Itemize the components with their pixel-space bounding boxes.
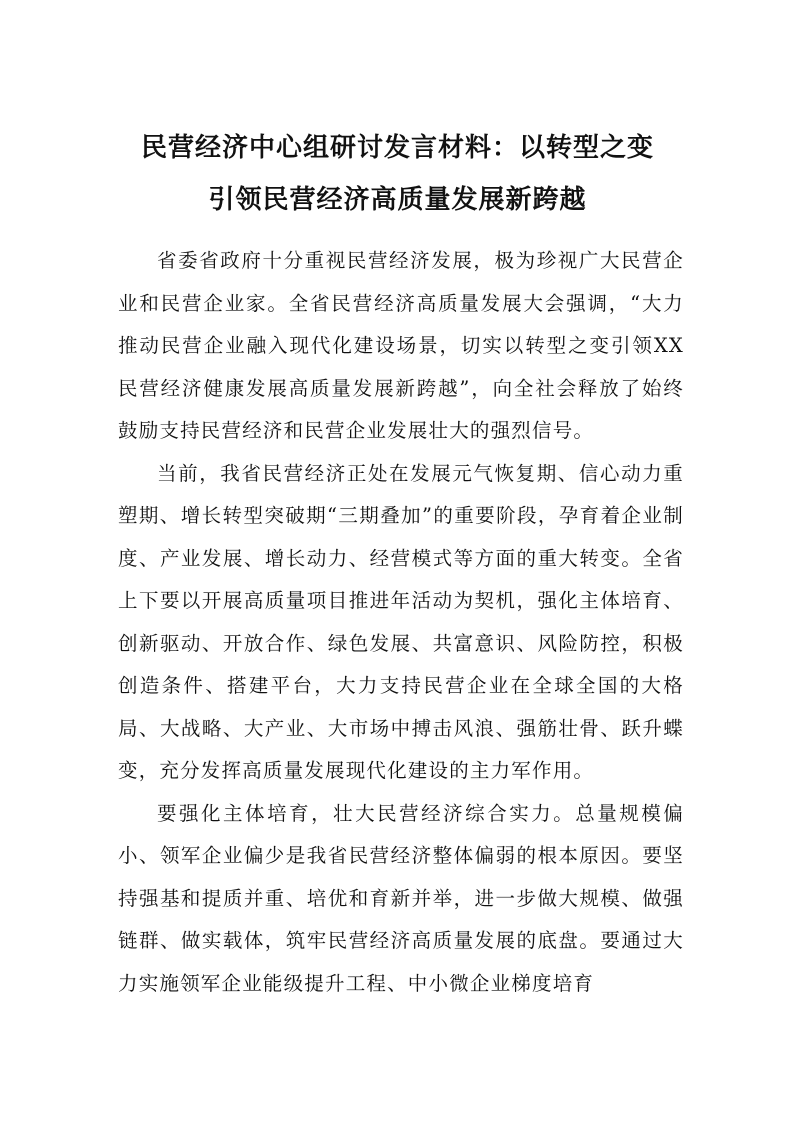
document-title (110, 122, 685, 226)
title-line-1: 民营经济中心组研讨发言材料：以转型之变 (140, 133, 654, 163)
paragraph-2: 当前，我省民营经济正处在发展元气恢复期、信心动力重塑期、增长转型突破期“三期叠加”的重要阶段，孕育着企业制度、产业发展、增长动力、经营模式等方面的重大转变。全省上下要以开展高质量项目推进年活动为契机，强化主体培育、创新驱动、开放合作、绿色发展、共富意识、风险防控，积极创造条件、搭建平台，大力支持民营企业在全球全国的大格局、大战略、大产业、大市场中搏击风浪、强筋壮骨、跃升蝶变，充分发挥高质量发展现代化建设的主力军作用。 (118, 461, 684, 782)
paragraph-1: 省委省政府十分重视民营经济发展，极为珍视广大民营企业和民营企业家。全省民营经济高质量发展大会强调，“大力推动民营企业融入现代化建设场景，切实以转型之变引领XX民营经济健康发展高质量发展新跨越”，向全社会释放了始终鼓励支持民营经济和民营企业发展壮大的强烈信号。 (118, 249, 684, 442)
document-body (118, 240, 684, 1005)
paragraph-3: 要强化主体培育，壮大民营经济综合实力。总量规模偏小、领军企业偏少是我省民营经济整体偏弱的根本原因。要坚持强基和提质并重、培优和育新并举，进一步做大规模、做强链群、做实载体，筑牢民营经济高质量发展的底盘。要通过大力实施领军企业能级提升工程、中小微企业梯度培育 (118, 801, 684, 995)
title-line-2: 引领民营经济高质量发展新跨越 (208, 185, 587, 215)
